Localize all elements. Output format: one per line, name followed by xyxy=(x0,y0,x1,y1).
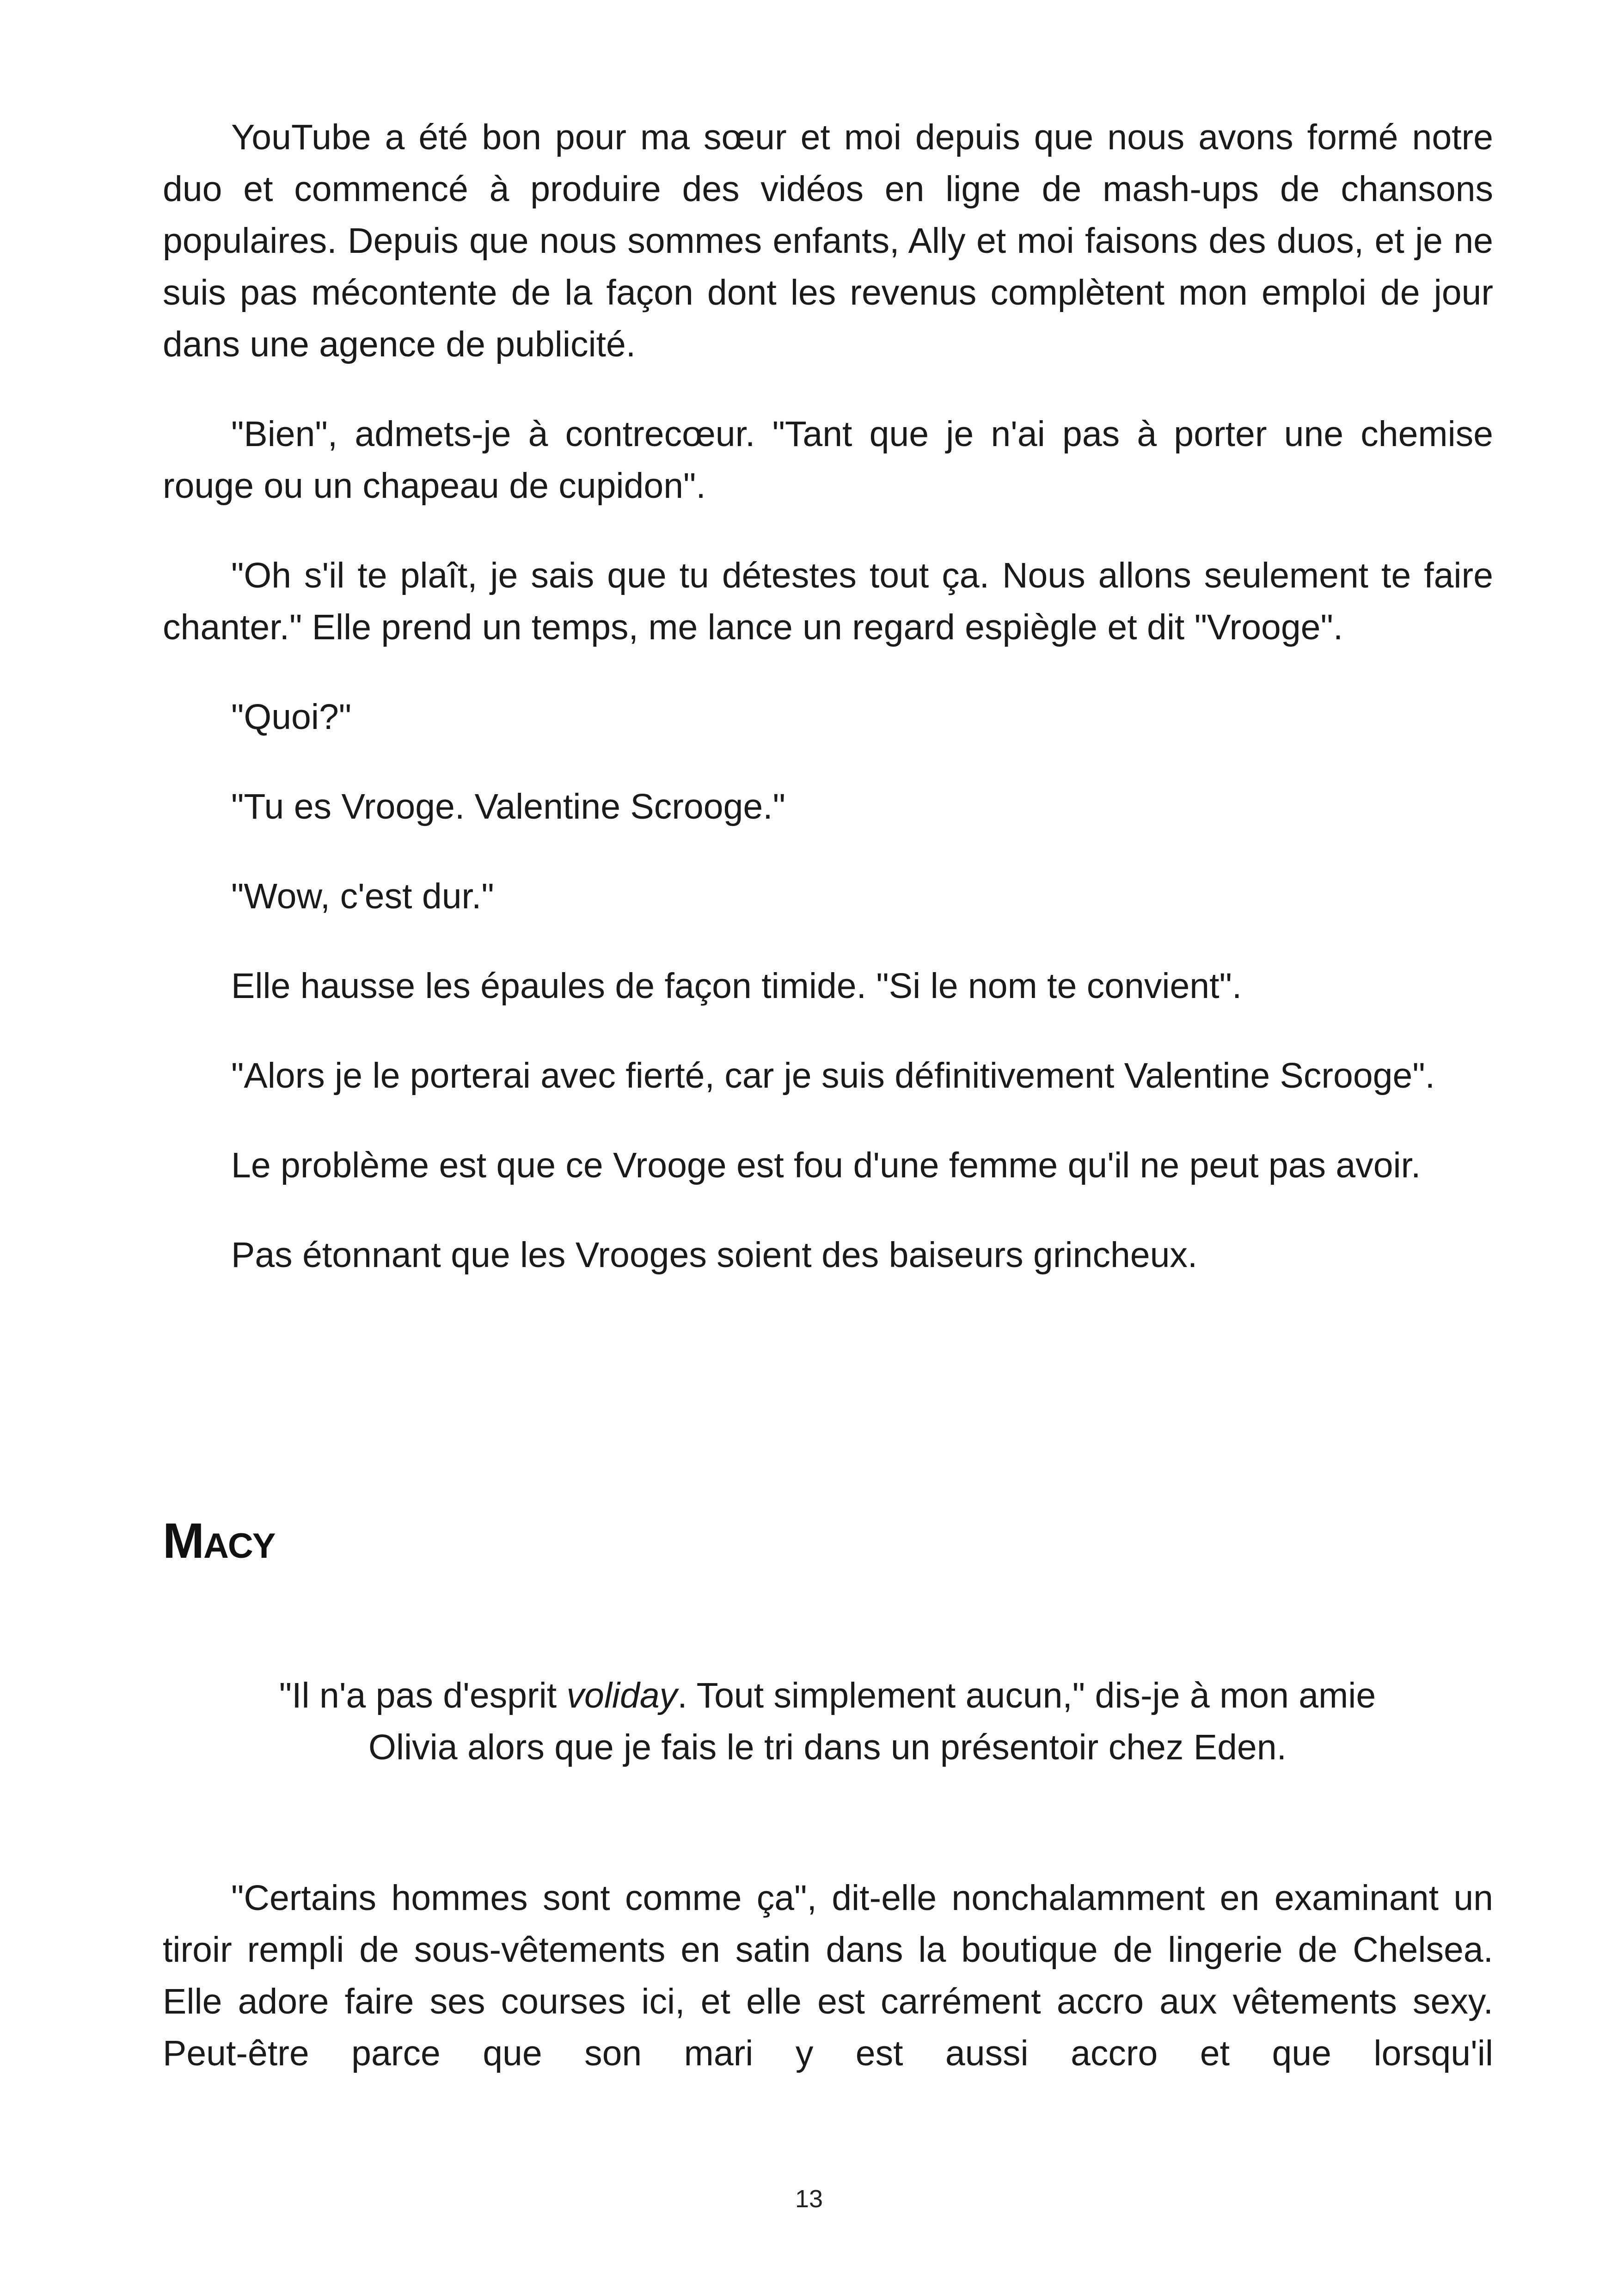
chapter-heading: Macy xyxy=(163,1512,275,1568)
body-text-bottom xyxy=(163,1872,1493,2079)
page-number: 13 xyxy=(795,2185,823,2213)
epigraph-text-before: "Il n'a pas d'esprit xyxy=(279,1676,567,1715)
paragraph-bien: "Bien", admets-je à contrecœur. "Tant que je n'ai pas à porter une chemise rouge ou un chapeau de cupidon". xyxy=(163,414,1493,506)
paragraph-oh-sil-te-plait: "Oh s'il te plaît, je sais que tu détestes tout ça. Nous allons seulement te faire chanter." Elle prend un temps, me lance un regard espiègle et dit "Vrooge". xyxy=(163,556,1493,647)
paragraph-wow: "Wow, c'est dur." xyxy=(231,876,494,916)
paragraph-tu-es-vrooge: "Tu es Vrooge. Valentine Scrooge." xyxy=(231,787,785,827)
paragraph-certains-hommes: "Certains hommes sont comme ça", dit-elle nonchalamment en examinant un tiroir rempli de sous-vêtements en satin dans la boutique de lingerie de Chelsea. Elle adore faire ses courses ici, et elle est carrément accro aux vêtements sexy. Peut-être parce que son mari y est aussi accro et que lorsqu'il xyxy=(163,1878,1493,2073)
paragraph-elle-hausse: Elle hausse les épaules de façon timide. "Si le nom te convient". xyxy=(231,966,1242,1006)
paragraph-youtube: YouTube a été bon pour ma sœur et moi depuis que nous avons formé notre duo et commencé à produire des vidéos en ligne de mash-ups de chansons populaires. Depuis que nous sommes enfants, Ally et moi faisons des duos, et je ne suis pas mécontente de la façon dont les revenus complètent mon emploi de jour dans une agence de publicité. xyxy=(163,117,1493,364)
paragraph-alors: "Alors je le porterai avec fierté, car je suis définitivement Valentine Scrooge". xyxy=(231,1056,1435,1096)
paragraph-le-probleme: Le problème est que ce Vrooge est fou d'une femme qu'il ne peut pas avoir. xyxy=(231,1145,1421,1185)
paragraph-quoi: "Quoi?" xyxy=(231,697,352,737)
epigraph-italic-word: voliday xyxy=(566,1676,678,1715)
epigraph xyxy=(259,1670,1396,1773)
body-text-top xyxy=(163,111,1493,1281)
epigraph-text-after: . Tout simplement aucun," dis-je à mon amie Olivia alors que je fais le tri dans un présentoir chez Eden. xyxy=(368,1676,1376,1767)
paragraph-pas-etonnant: Pas étonnant que les Vrooges soient des baiseurs grincheux. xyxy=(231,1235,1198,1275)
